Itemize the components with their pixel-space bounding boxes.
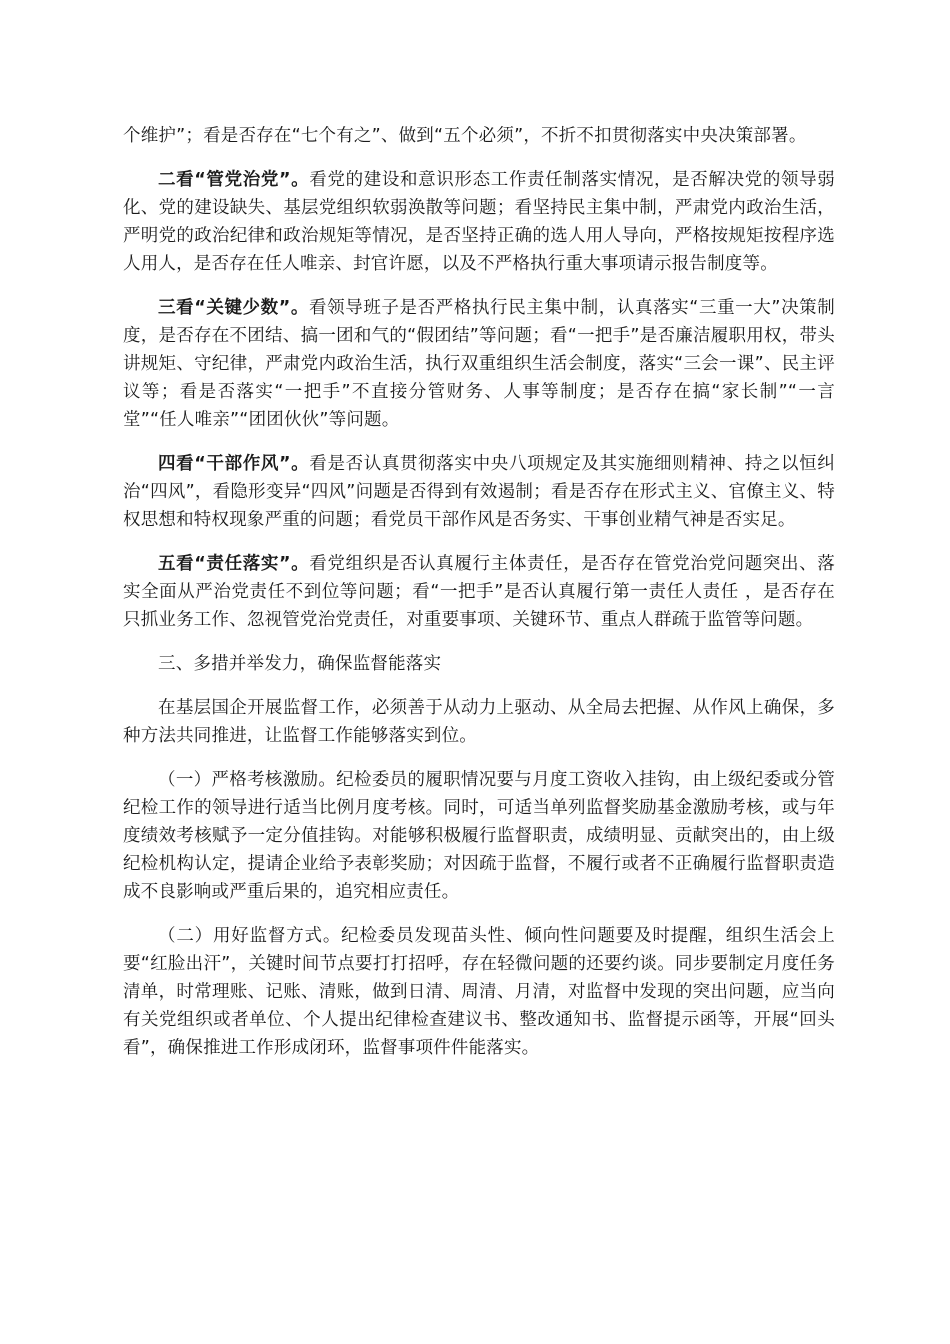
paragraph-7 xyxy=(123,766,835,906)
paragraph-8-text: （二）用好监督方式。纪检委员发现苗头性、倾向性问题要及时提醒，组织生活会上要“红脸出汗”，关键时间节点要打打招呼，存在轻微问题的还要约谈。同步要制定月度任务清单，时常理账、记账、清账，做到日清、周清、月清，对监督中发现的突出问题，应当向有关党组织或者单位、个人提出纪律检查建议书、整改通知书、监督提示函等，开展“回头看”，确保推进工作形成闭环，监督事项件件能落实。 xyxy=(123,926,835,1058)
paragraph-8 xyxy=(123,922,835,1062)
paragraph-0 xyxy=(123,122,835,150)
paragraph-7-text: （一）严格考核激励。纪检委员的履职情况要与月度工资收入挂钩，由上级纪委或分管纪检工作的领导进行适当比例月度考核。同时，可适当单列监督奖励基金激励考核，或与年度绩效考核赋予一定分值挂钩。对能够积极履行监督职责，成绩明显、贡献突出的，由上级纪检机构认定，提请企业给予表彰奖励；对因疏于监督，不履行或者不正确履行监督职责造成不良影响或严重后果的，追究相应责任。 xyxy=(123,770,835,902)
paragraph-3 xyxy=(123,450,835,534)
section-heading-text: 三、多措并举发力，确保监督能落实 xyxy=(158,654,442,674)
paragraph-4-lead: 五看“责任落实”。 xyxy=(158,554,310,574)
paragraph-2-text: 看领导班子是否严格执行民主集中制，认真落实“三重一大”决策制度，是否存在不团结、搞一团和气的“假团结”等问题；看“一把手”是否廉洁履职用权，带头讲规矩、守纪律，严肃党内政治生活，执行双重组织生活会制度，落实“三会一课”、民主评议等；看是否落实“一把手”不直接分管财务、人事等制度；是否存在搞“家长制”“一言堂”“任人唯亲”“团团伙伙”等问题。 xyxy=(123,298,835,430)
paragraph-4 xyxy=(123,550,835,634)
paragraph-1-lead: 二看“管党治党”。 xyxy=(158,170,310,190)
paragraph-2 xyxy=(123,294,835,434)
paragraph-4-text: 看党组织是否认真履行主体责任，是否存在管党治党问题突出、落实全面从严治党责任不到位等问题；看“一把手”是否认真履行第一责任人责任 ，是否存在只抓业务工作、忽视管党治党责任，对重要事项、关键环节、重点人群疏于监管等问题。 xyxy=(123,554,835,630)
paragraph-6 xyxy=(123,694,835,750)
paragraph-1-text: 看党的建设和意识形态工作责任制落实情况，是否解决党的领导弱化、党的建设缺失、基层党组织软弱涣散等问题；看坚持民主集中制，严肃党内政治生活，严明党的政治纪律和政治规矩等情况，是否坚持正确的选人用人导向，严格按规矩按程序选人用人，是否存在任人唯亲、封官许愿，以及不严格执行重大事项请示报告制度等。 xyxy=(123,170,835,274)
paragraph-3-text: 看是否认真贯彻落实中央八项规定及其实施细则精神、持之以恒纠治“四风”，看隐形变异“四风”问题是否得到有效遏制；看是否存在形式主义、官僚主义、特权思想和特权现象严重的问题；看党员干部作风是否务实、干事创业精气神是否实足。 xyxy=(123,454,835,530)
paragraph-1 xyxy=(123,166,835,278)
paragraph-3-lead: 四看“干部作风”。 xyxy=(158,454,310,474)
paragraph-0-text: 个维护”；看是否存在“七个有之”、做到“五个必须”，不折不扣贯彻落实中央决策部署。 xyxy=(123,126,807,146)
document-page xyxy=(123,122,835,1078)
paragraph-6-text: 在基层国企开展监督工作，必须善于从动力上驱动、从全局去把握、从作风上确保，多种方法共同推进，让监督工作能够落实到位。 xyxy=(123,698,835,746)
paragraph-2-lead: 三看“关键少数”。 xyxy=(158,298,309,318)
section-heading xyxy=(123,650,835,678)
